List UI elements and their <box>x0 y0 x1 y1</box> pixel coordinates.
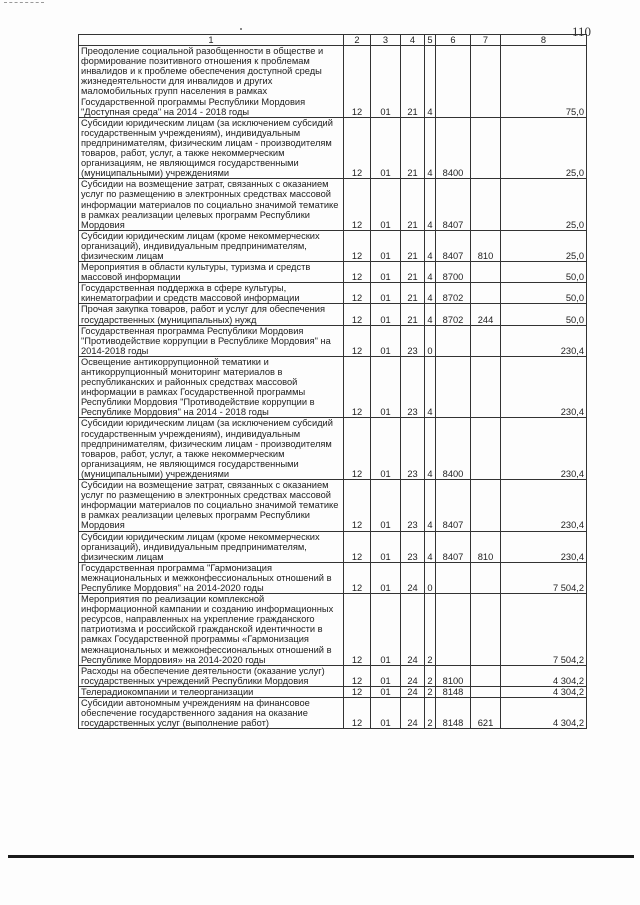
table-row <box>79 262 587 283</box>
table-row <box>79 230 587 261</box>
subsection-code: 01 <box>371 418 401 480</box>
table-row <box>79 594 587 666</box>
subprogram-code: 4 <box>425 418 436 480</box>
expense-type-code: 244 <box>471 304 501 325</box>
target-article-code: 8407 <box>436 179 471 230</box>
expense-type-code <box>471 117 501 179</box>
program-code: 21 <box>401 117 425 179</box>
table-row <box>79 356 587 418</box>
expense-type-code <box>471 418 501 480</box>
row-description: Преодоление социальной разобщенности в обществе и формирование позитивного отношения к проблемам инвалидов и к проблеме обеспечения доступной среды жизнедеятельности для инвалидов и других маломобильных групп населения в рамках Государственной программы Республики Мордовия "Доступная среда" на 2014 - 2018 годы <box>79 46 344 118</box>
table-row <box>79 686 587 697</box>
page-number: 110 <box>572 24 592 39</box>
amount-cell: 25,0 <box>501 230 587 261</box>
section-code: 12 <box>344 594 371 666</box>
table-row <box>79 283 587 304</box>
program-code: 21 <box>401 179 425 230</box>
subsection-code: 01 <box>371 480 401 531</box>
table-row <box>79 418 587 480</box>
row-description: Государственная поддержка в сфере культуры, кинематографии и средств массовой информации <box>79 283 344 304</box>
budget-table <box>78 34 587 729</box>
subsection-code: 01 <box>371 46 401 118</box>
expense-type-code <box>471 480 501 531</box>
subsection-code: 01 <box>371 325 401 356</box>
amount-cell: 230,4 <box>501 325 587 356</box>
subsection-code: 01 <box>371 262 401 283</box>
subprogram-code: 4 <box>425 230 436 261</box>
subprogram-code: 4 <box>425 356 436 418</box>
table-row <box>79 46 587 118</box>
section-code: 12 <box>344 665 371 686</box>
amount-cell: 4 304,2 <box>501 686 587 697</box>
subsection-code: 01 <box>371 562 401 593</box>
expense-type-code: 810 <box>471 531 501 562</box>
section-code: 12 <box>344 230 371 261</box>
subsection-code: 01 <box>371 230 401 261</box>
expense-type-code: 621 <box>471 698 501 729</box>
table-body <box>79 46 587 729</box>
table-row <box>79 480 587 531</box>
column-header: 8 <box>501 35 587 46</box>
subsection-code: 01 <box>371 698 401 729</box>
subprogram-code: 4 <box>425 117 436 179</box>
table-row <box>79 304 587 325</box>
section-code: 12 <box>344 480 371 531</box>
target-article-code: 8400 <box>436 117 471 179</box>
expense-type-code <box>471 262 501 283</box>
program-code: 21 <box>401 262 425 283</box>
table-row <box>79 531 587 562</box>
table-row <box>79 698 587 729</box>
expense-type-code <box>471 665 501 686</box>
expense-type-code <box>471 594 501 666</box>
amount-cell: 230,4 <box>501 531 587 562</box>
subsection-code: 01 <box>371 304 401 325</box>
amount-cell: 50,0 <box>501 283 587 304</box>
program-code: 24 <box>401 594 425 666</box>
table-row <box>79 179 587 230</box>
table-row <box>79 562 587 593</box>
program-code: 24 <box>401 562 425 593</box>
target-article-code: 8400 <box>436 418 471 480</box>
amount-cell: 25,0 <box>501 117 587 179</box>
expense-type-code: 810 <box>471 230 501 261</box>
program-code: 23 <box>401 418 425 480</box>
scan-corner-marks <box>4 2 44 6</box>
section-code: 12 <box>344 304 371 325</box>
section-code: 12 <box>344 179 371 230</box>
section-code: 12 <box>344 418 371 480</box>
amount-cell: 4 304,2 <box>501 665 587 686</box>
target-article-code: 8148 <box>436 686 471 697</box>
program-code: 21 <box>401 230 425 261</box>
target-article-code: 8700 <box>436 262 471 283</box>
column-header: 2 <box>344 35 371 46</box>
amount-cell: 4 304,2 <box>501 698 587 729</box>
subprogram-code: 2 <box>425 686 436 697</box>
amount-cell: 50,0 <box>501 262 587 283</box>
subprogram-code: 4 <box>425 304 436 325</box>
section-code: 12 <box>344 356 371 418</box>
column-header: 6 <box>436 35 471 46</box>
target-article-code: 8407 <box>436 480 471 531</box>
expense-type-code <box>471 46 501 118</box>
subsection-code: 01 <box>371 283 401 304</box>
subprogram-code: 4 <box>425 46 436 118</box>
subsection-code: 01 <box>371 117 401 179</box>
amount-cell: 50,0 <box>501 304 587 325</box>
section-code: 12 <box>344 325 371 356</box>
section-code: 12 <box>344 698 371 729</box>
amount-cell: 25,0 <box>501 179 587 230</box>
subprogram-code: 0 <box>425 325 436 356</box>
amount-cell: 230,4 <box>501 480 587 531</box>
row-description: Субсидии юридическим лицам (за исключением субсидий государственным учреждениям), индивидуальным предпринимателям, физическим лицам - производителям товаров, работ, услуг, а также некоммерческим организациям, не являющимся государственными (муниципальными) учреждениями <box>79 117 344 179</box>
column-header: 7 <box>471 35 501 46</box>
table-row <box>79 665 587 686</box>
row-description: Субсидии юридическим лицам (за исключением субсидий государственным учреждениям), индивидуальным предпринимателям, физическим лицам - производителям товаров, работ, услуг, а также некоммерческим организациям, не являющимся государственными (муниципальными) учреждениями <box>79 418 344 480</box>
section-code: 12 <box>344 562 371 593</box>
column-header: 3 <box>371 35 401 46</box>
row-description: Мероприятия в области культуры, туризма и средств массовой информации <box>79 262 344 283</box>
table-row <box>79 325 587 356</box>
program-code: 23 <box>401 531 425 562</box>
header-row <box>79 35 587 46</box>
column-header: 1 <box>79 35 344 46</box>
program-code: 24 <box>401 698 425 729</box>
row-description: Субсидии на возмещение затрат, связанных с оказанием услуг по размещению в электронных средствах массовой информации материалов по социально значимой тематике в рамках реализации целевых программ Республики Мордовия <box>79 179 344 230</box>
subprogram-code: 2 <box>425 665 436 686</box>
row-description: Телерадиокомпании и телеорганизации <box>79 686 344 697</box>
expense-type-code <box>471 325 501 356</box>
page-bottom-rule <box>8 855 634 858</box>
program-code: 21 <box>401 46 425 118</box>
target-article-code: 8148 <box>436 698 471 729</box>
row-description: Государственная программа Республики Мордовия "Противодействие коррупции в Республике Мордовия" на 2014-2018 годы <box>79 325 344 356</box>
subsection-code: 01 <box>371 356 401 418</box>
target-article-code: 8702 <box>436 283 471 304</box>
row-description: Государственная программа "Гармонизация межнациональных и межконфессиональных отношений в Республике Мордовия" на 2014-2020 годы <box>79 562 344 593</box>
subprogram-code: 0 <box>425 562 436 593</box>
amount-cell: 7 504,2 <box>501 594 587 666</box>
subprogram-code: 4 <box>425 531 436 562</box>
subprogram-code: 4 <box>425 179 436 230</box>
row-description: Субсидии юридическим лицам (кроме некоммерческих организаций), индивидуальным предпринимателям, физическим лицам <box>79 230 344 261</box>
subprogram-code: 4 <box>425 283 436 304</box>
subprogram-code: 4 <box>425 262 436 283</box>
expense-type-code <box>471 562 501 593</box>
section-code: 12 <box>344 262 371 283</box>
program-code: 23 <box>401 325 425 356</box>
section-code: 12 <box>344 283 371 304</box>
amount-cell: 230,4 <box>501 418 587 480</box>
target-article-code <box>436 46 471 118</box>
row-description: Мероприятия по реализации комплексной информационной кампании и созданию информационных ресурсов, направленных на укрепление гражданского патриотизма и российской гражданской идентичности в рамках Государственной программы «Гармонизация межнациональных и межконфессиональных отношений в Республике Мордовия» на 2014-2020 годы <box>79 594 344 666</box>
scan-artifact <box>240 28 242 30</box>
row-description: Освещение антикоррупционной тематики и антикоррупционный мониторинг материалов в республиканских и районных средствах массовой информации в рамках Государственной программы Республики Мордовия "Противодействие коррупции в Республике Мордовия" на 2014 - 2018 годы <box>79 356 344 418</box>
expense-type-code <box>471 179 501 230</box>
program-code: 23 <box>401 480 425 531</box>
expense-type-code <box>471 686 501 697</box>
target-article-code: 8702 <box>436 304 471 325</box>
subprogram-code: 4 <box>425 480 436 531</box>
row-description: Прочая закупка товаров, работ и услуг для обеспечения государственных (муниципальных) нужд <box>79 304 344 325</box>
subsection-code: 01 <box>371 665 401 686</box>
row-description: Субсидии автономным учреждениям на финансовое обеспечение государственного задания на оказание государственных услуг (выполнение работ) <box>79 698 344 729</box>
target-article-code <box>436 594 471 666</box>
target-article-code <box>436 562 471 593</box>
program-code: 21 <box>401 304 425 325</box>
row-description: Субсидии на возмещение затрат, связанных с оказанием услуг по размещению в электронных средствах массовой информации материалов по социально значимой тематике в рамках реализации целевых программ Республики Мордовия <box>79 480 344 531</box>
target-article-code <box>436 325 471 356</box>
expense-type-code <box>471 356 501 418</box>
target-article-code: 8407 <box>436 531 471 562</box>
row-description: Субсидии юридическим лицам (кроме некоммерческих организаций), индивидуальным предпринимателям, физическим лицам <box>79 531 344 562</box>
program-code: 24 <box>401 686 425 697</box>
subsection-code: 01 <box>371 594 401 666</box>
program-code: 21 <box>401 283 425 304</box>
table-row <box>79 117 587 179</box>
column-header: 4 <box>401 35 425 46</box>
section-code: 12 <box>344 686 371 697</box>
column-header: 5 <box>425 35 436 46</box>
amount-cell: 230,4 <box>501 356 587 418</box>
subsection-code: 01 <box>371 179 401 230</box>
subsection-code: 01 <box>371 531 401 562</box>
row-description: Расходы на обеспечение деятельности (оказание услуг) государственных учреждений Республики Мордовия <box>79 665 344 686</box>
section-code: 12 <box>344 46 371 118</box>
program-code: 24 <box>401 665 425 686</box>
target-article-code: 8407 <box>436 230 471 261</box>
expense-type-code <box>471 283 501 304</box>
subsection-code: 01 <box>371 686 401 697</box>
amount-cell: 75,0 <box>501 46 587 118</box>
section-code: 12 <box>344 531 371 562</box>
target-article-code: 8100 <box>436 665 471 686</box>
amount-cell: 7 504,2 <box>501 562 587 593</box>
target-article-code <box>436 356 471 418</box>
subprogram-code: 2 <box>425 594 436 666</box>
subprogram-code: 2 <box>425 698 436 729</box>
program-code: 23 <box>401 356 425 418</box>
section-code: 12 <box>344 117 371 179</box>
